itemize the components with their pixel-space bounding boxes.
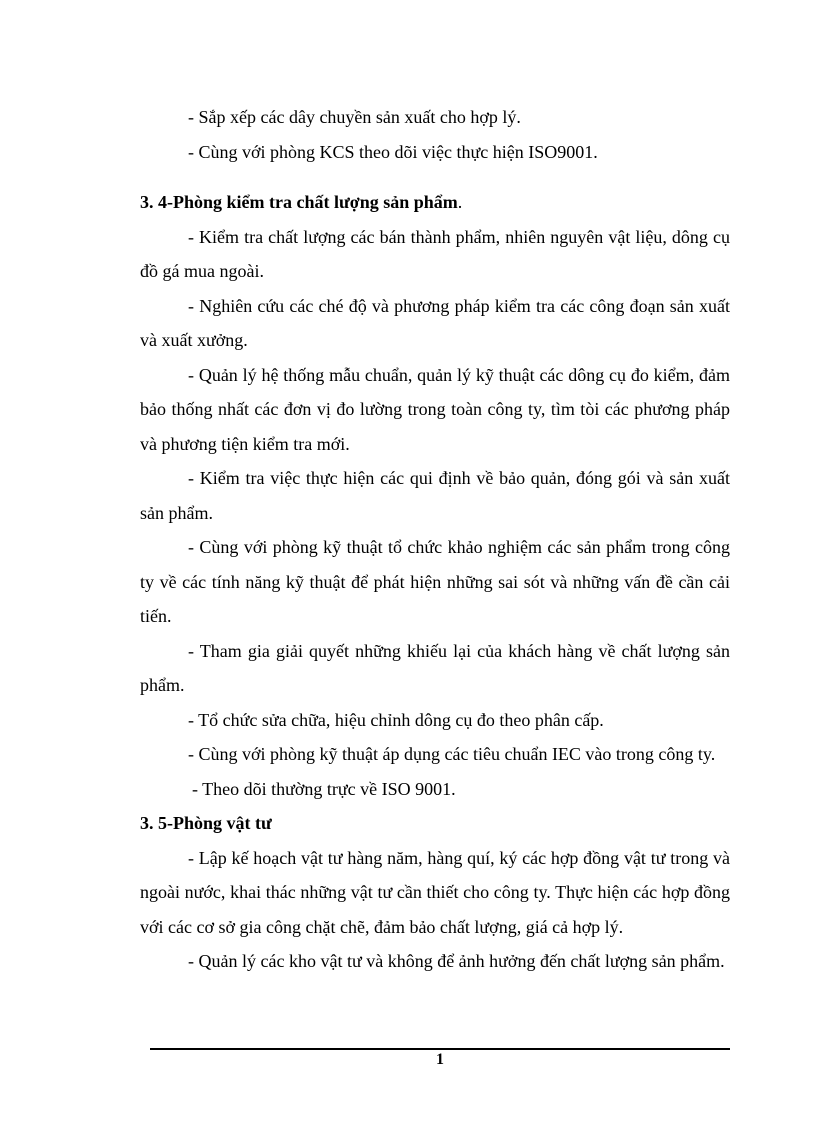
paragraph-qc-item: - Tham gia giải quyết những khiếu lại của khách hàng về chất lượng sản phẩm. xyxy=(140,640,730,695)
paragraph-qc-item: - Cùng với phòng kỹ thuật tổ chức khảo nghiệm các sản phẩm trong công ty về các tính năng kỹ thuật để phát hiện những sai sót và những vấn đề cần cải tiến. xyxy=(140,537,730,626)
paragraph-qc-item: - Quản lý hệ thống mẫu chuẩn, quản lý kỹ thuật các dông cụ đo kiểm, đảm bảo thống nhất các đơn vị đo lường trong toàn công ty, tìm tòi các phương pháp và phương tiện kiểm tra mới. xyxy=(140,364,730,454)
paragraph-qc-item: - Theo dõi thường trực về ISO 9001. xyxy=(192,778,456,799)
page-number: 1 xyxy=(436,1051,444,1068)
paragraph-materials-item: - Lập kế hoạch vật tư hàng năm, hàng quí, ký các hợp đồng vật tư trong và ngoài nước, khai thác những vật tư cần thiết cho công ty. Thực hiện các hợp đồng với các cơ sở gia công chặt chẽ, đảm bảo chất lượng, giá cả hợp lý. xyxy=(140,847,730,937)
paragraph-arrange-lines: - Sắp xếp các dây chuyền sản xuất cho hợp lý. xyxy=(188,107,521,127)
paragraph-qc-item: - Tổ chức sửa chữa, hiệu chỉnh dông cụ đo theo phân cấp. xyxy=(188,709,604,730)
section-heading-materials: 3. 5-Phòng vật tư xyxy=(140,813,272,833)
paragraph-qc-item: - Kiểm tra chất lượng các bán thành phẩm, nhiên nguyên vật liệu, dông cụ đồ gá mua ngoài. xyxy=(140,226,730,281)
paragraph-qc-item: - Cùng với phòng kỹ thuật áp dụng các tiêu chuẩn IEC vào trong công ty. xyxy=(188,744,716,764)
paragraph-qc-item: - Kiểm tra việc thực hiện các qui định về bảo quản, đóng gói và sản xuất sản phẩm. xyxy=(140,468,730,523)
section-heading-quality-control-tail: . xyxy=(457,192,463,212)
paragraph-qc-item: - Nghiên cứu các ché độ và phương pháp kiểm tra các công đoạn sản xuất và xuất xưởng. xyxy=(140,295,730,350)
paragraph-materials-item: - Quản lý các kho vật tư và không để ảnh hưởng đến chất lượng sản phẩm. xyxy=(188,951,725,971)
paragraph-iso-kcs: - Cùng với phòng KCS theo dõi việc thực hiện ISO9001. xyxy=(188,141,598,162)
section-heading-quality-control-text: 3. 4-Phòng kiểm tra chất lượng sản phẩm xyxy=(140,192,458,212)
section-heading-quality-control xyxy=(140,185,730,220)
document-body xyxy=(140,100,730,979)
